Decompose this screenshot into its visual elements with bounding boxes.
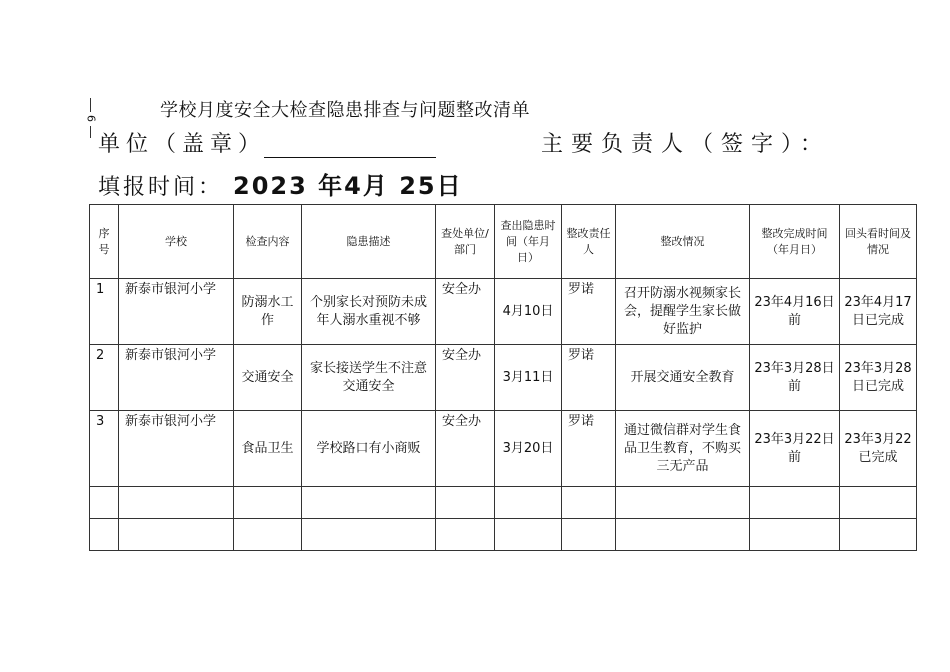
cell-review: 23年3月22已完成 <box>840 411 917 487</box>
date-value: 2023 年4月 25日 <box>233 172 463 200</box>
header-cell: 整改完成时间（年月日） <box>750 205 840 279</box>
cell-review: 23年4月17日已完成 <box>840 279 917 345</box>
cell-done: 23年3月22日前 <box>750 411 840 487</box>
header-cell: 隐患描述 <box>302 205 436 279</box>
cell-school: 新泰市银河小学 <box>119 345 234 411</box>
header-cell: 查处单位/部门 <box>436 205 495 279</box>
cell-rectify: 召开防溺水视频家长会，提醒学生家长做好监护 <box>616 279 750 345</box>
rectification-table <box>89 204 917 551</box>
cell-content: 交通安全 <box>234 345 302 411</box>
cell-done: 23年3月28日前 <box>750 345 840 411</box>
empty-table-row <box>90 519 917 551</box>
table-row <box>90 411 917 487</box>
cell-done: 23年4月16日前 <box>750 279 840 345</box>
cell-found: 3月20日 <box>495 411 562 487</box>
cell-no: 2 <box>90 345 119 411</box>
leader-signature-label: 主要负责人（签字）： <box>541 132 831 157</box>
table-header-row <box>90 205 917 279</box>
date-label: 填报时间： <box>98 175 224 200</box>
cell-content: 防溺水工作 <box>234 279 302 345</box>
margin-page-number: 6 <box>86 98 96 138</box>
table-row <box>90 279 917 345</box>
cell-school: 新泰市银河小学 <box>119 411 234 487</box>
header-cell: 查出隐患时间（年月日） <box>495 205 562 279</box>
cell-found: 3月11日 <box>495 345 562 411</box>
unit-seal-line <box>98 127 436 158</box>
cell-hazard: 学校路口有小商贩 <box>302 411 436 487</box>
table-row <box>90 345 917 411</box>
unit-label: 单位（盖章） <box>98 132 267 157</box>
cell-rectify: 开展交通安全教育 <box>616 345 750 411</box>
fill-date-line <box>98 166 463 201</box>
unit-blank-field[interactable] <box>264 131 436 158</box>
header-cell: 学校 <box>119 205 234 279</box>
header-cell: 检查内容 <box>234 205 302 279</box>
cell-dept: 安全办 <box>436 411 495 487</box>
cell-person: 罗诺 <box>562 411 616 487</box>
page-title: 学校月度安全大检查隐患排查与问题整改清单 <box>160 100 530 121</box>
cell-no: 1 <box>90 279 119 345</box>
cell-review: 23年3月28日已完成 <box>840 345 917 411</box>
header-cell: 序号 <box>90 205 119 279</box>
header-cell: 回头看时间及情况 <box>840 205 917 279</box>
cell-person: 罗诺 <box>562 345 616 411</box>
cell-dept: 安全办 <box>436 345 495 411</box>
cell-hazard: 个别家长对预防未成年人溺水重视不够 <box>302 279 436 345</box>
cell-content: 食品卫生 <box>234 411 302 487</box>
cell-found: 4月10日 <box>495 279 562 345</box>
cell-no: 3 <box>90 411 119 487</box>
empty-table-row <box>90 487 917 519</box>
cell-hazard: 家长接送学生不注意交通安全 <box>302 345 436 411</box>
header-cell: 整改情况 <box>616 205 750 279</box>
cell-rectify: 通过微信群对学生食品卫生教育，不购买三无产品 <box>616 411 750 487</box>
cell-dept: 安全办 <box>436 279 495 345</box>
cell-person: 罗诺 <box>562 279 616 345</box>
header-cell: 整改责任人 <box>562 205 616 279</box>
cell-school: 新泰市银河小学 <box>119 279 234 345</box>
